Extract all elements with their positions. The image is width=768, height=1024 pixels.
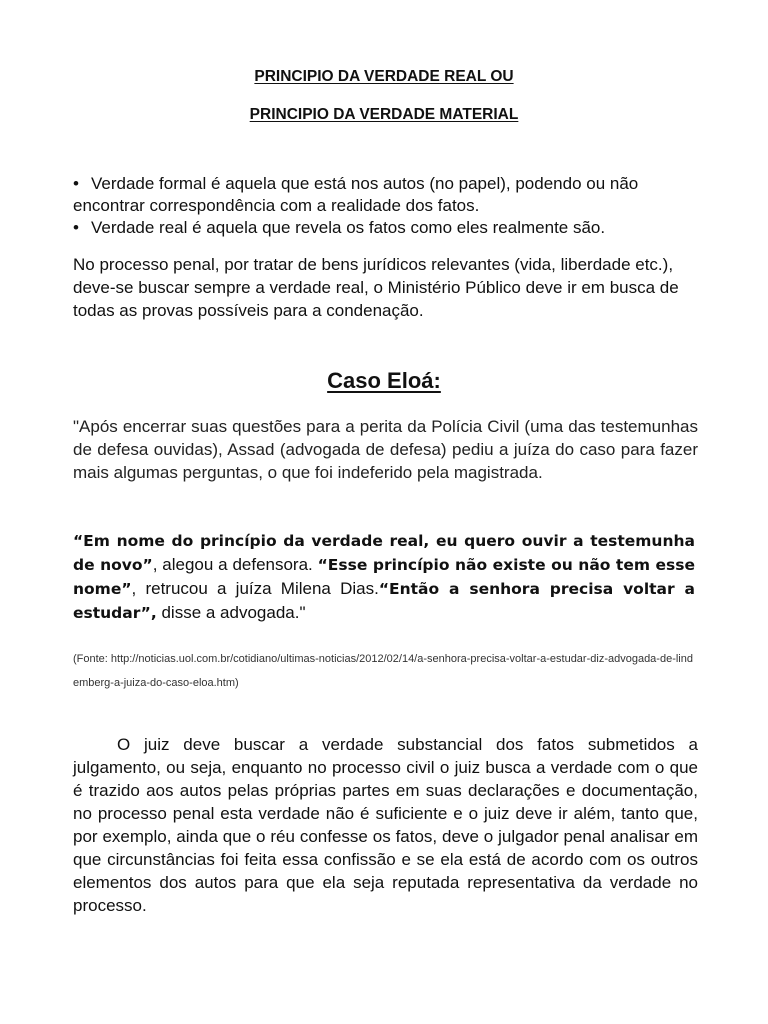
dialogue-text-2: , retrucou a juíza Milena Dias. [131,579,379,598]
bullet-text-real: Verdade real é aquela que revela os fatos como eles realmente são. [91,218,606,237]
case-title: Caso Eloá: [327,368,441,393]
quote-paragraph: "Após encerrar suas questões para a perita da Polícia Civil (uma das testemunhas de defesa ouvidas), Assad (advogada de defesa) pediu a juíza do caso para fazer mais algumas perguntas, o que foi indeferido pela magistrada. [73,417,698,482]
dialogue-quote-lawyer: “Então a senhora precisa voltar a estudar”, [73,580,695,622]
source-citation: (Fonte: http://noticias.uol.com.br/cotidiano/ultimas-noticias/2012/02/14/a-senhora-precisa-voltar-a-estudar-diz-advogada-de-lindemberg-a-juiza-do-caso-eloa.htm) [73,653,693,689]
dialogue-quote-judge: “Esse princípio não existe ou não tem esse nome” [73,556,695,598]
bullet-icon: • [73,218,79,237]
bullet-item-formal [73,173,698,217]
heading-line-1: PRINCIPIO DA VERDADE REAL OU [254,68,514,85]
bullet-item-real [73,217,698,239]
dialogue-text-1: , alegou a defensora. [152,555,318,574]
intro-paragraph: No processo penal, por tratar de bens jurídicos relevantes (vida, liberdade etc.), deve-se buscar sempre a verdade real, o Ministério Público deve ir em busca de todas as provas possíveis para a condenação. [73,255,679,320]
dialogue-text-3: disse a advogada." [156,603,306,622]
final-paragraph-text: O juiz deve buscar a verdade substancial dos fatos submetidos a julgamento, ou seja, enquanto no processo civil o juiz busca a verdade com o que é trazido aos autos pelas próprias partes em suas declarações e documentação, no processo penal esta verdade não é suficiente e o juiz deve ir além, tanto que, por exemplo, ainda que o réu confesse os fatos, deve o julgador penal analisar em que circunstâncias foi feita essa confissão e se ela está de acordo com os outros elementos dos autos para que ela seja reputada representativa da verdade no processo. [73,735,698,915]
dialogue-paragraph [73,529,695,625]
bullet-text-formal: Verdade formal é aquela que está nos autos (no papel), podendo ou não encontrar correspondência com a realidade dos fatos. [73,174,639,215]
bullet-list [73,173,698,239]
final-paragraph [73,733,698,917]
dialogue-quote-defense: “Em nome do princípio da verdade real, eu quero ouvir a testemunha de novo” [73,532,695,574]
heading-line-2: PRINCIPIO DA VERDADE MATERIAL [249,106,519,123]
bullet-icon: • [73,174,79,193]
